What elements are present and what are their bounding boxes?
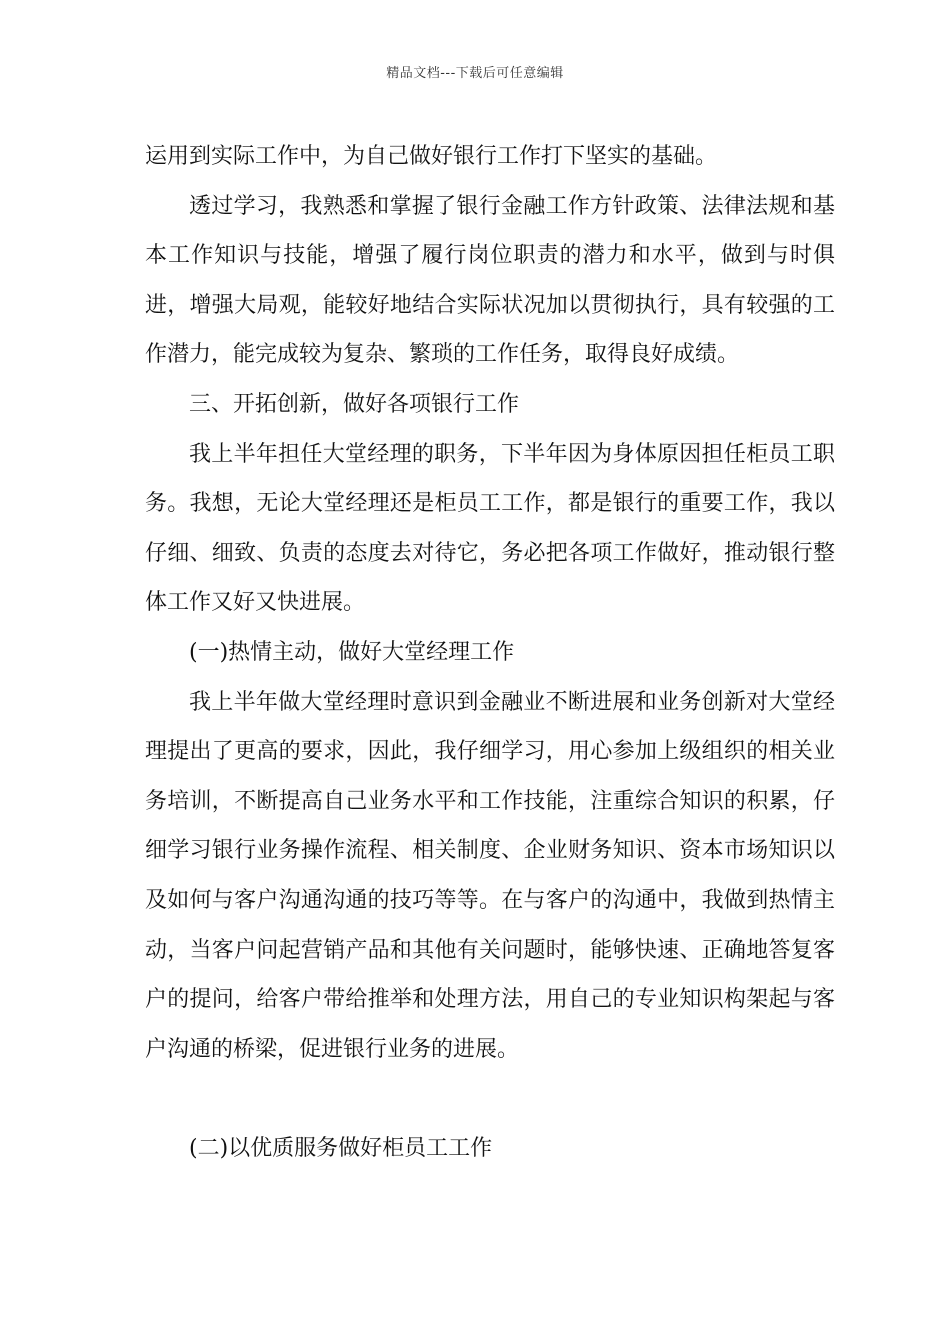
paragraph-study: 透过学习，我熟悉和掌握了银行金融工作方针政策、法律法规和基本工作知识与技能，增强了履行岗位职责的潜力和水平，做到与时俱进，增强大局观，能较好地结合实际状况加以贯彻执行，具有较强的工作潜力，能完成较为复杂、繁琐的工作任务，取得良好成绩。 <box>145 193 835 368</box>
paragraph-gap <box>145 1074 835 1124</box>
paragraph-lobby-manager: 我上半年做大堂经理时意识到金融业不断进展和业务创新对大堂经理提出了更高的要求，因此，我仔细学习，用心参加上级组织的相关业务培训，不断提高自己业务水平和工作技能，注重综合知识的积累，仔细学习银行业务操作流程、相关制度、企业财务知识、资本市场知识以及如何与客户沟通沟通的技巧等等。在与客户的沟通中，我做到热情主动，当客户问起营销产品和其他有关问题时，能够快速、正确地答复客户的提问，给客户带给推举和处理方法，用自己的专业知识构架起与客户沟通的桥梁，促进银行业务的进展。 <box>145 689 835 1062</box>
paragraph-roles: 我上半年担任大堂经理的职务，下半年因为身体原因担任柜员工职务。我想，无论大堂经理还是柜员工工作，都是银行的重要工作，我以仔细、细致、负责的态度去对待它，务必把各项工作做好，推动银行整体工作又好又快进展。 <box>145 441 835 616</box>
section-heading-3: 三、开拓创新，做好各项银行工作 <box>189 391 520 417</box>
subsection-heading-2: (二)以优质服务做好柜员工工作 <box>189 1136 493 1162</box>
page-header: 精品文档---下载后可任意编辑 <box>386 66 564 81</box>
paragraph-continuation: 运用到实际工作中，为自己做好银行工作打下坚实的基础。 <box>145 144 718 169</box>
subsection-heading-1: (一)热情主动，做好大堂经理工作 <box>189 639 515 665</box>
document-body <box>145 132 835 1174</box>
